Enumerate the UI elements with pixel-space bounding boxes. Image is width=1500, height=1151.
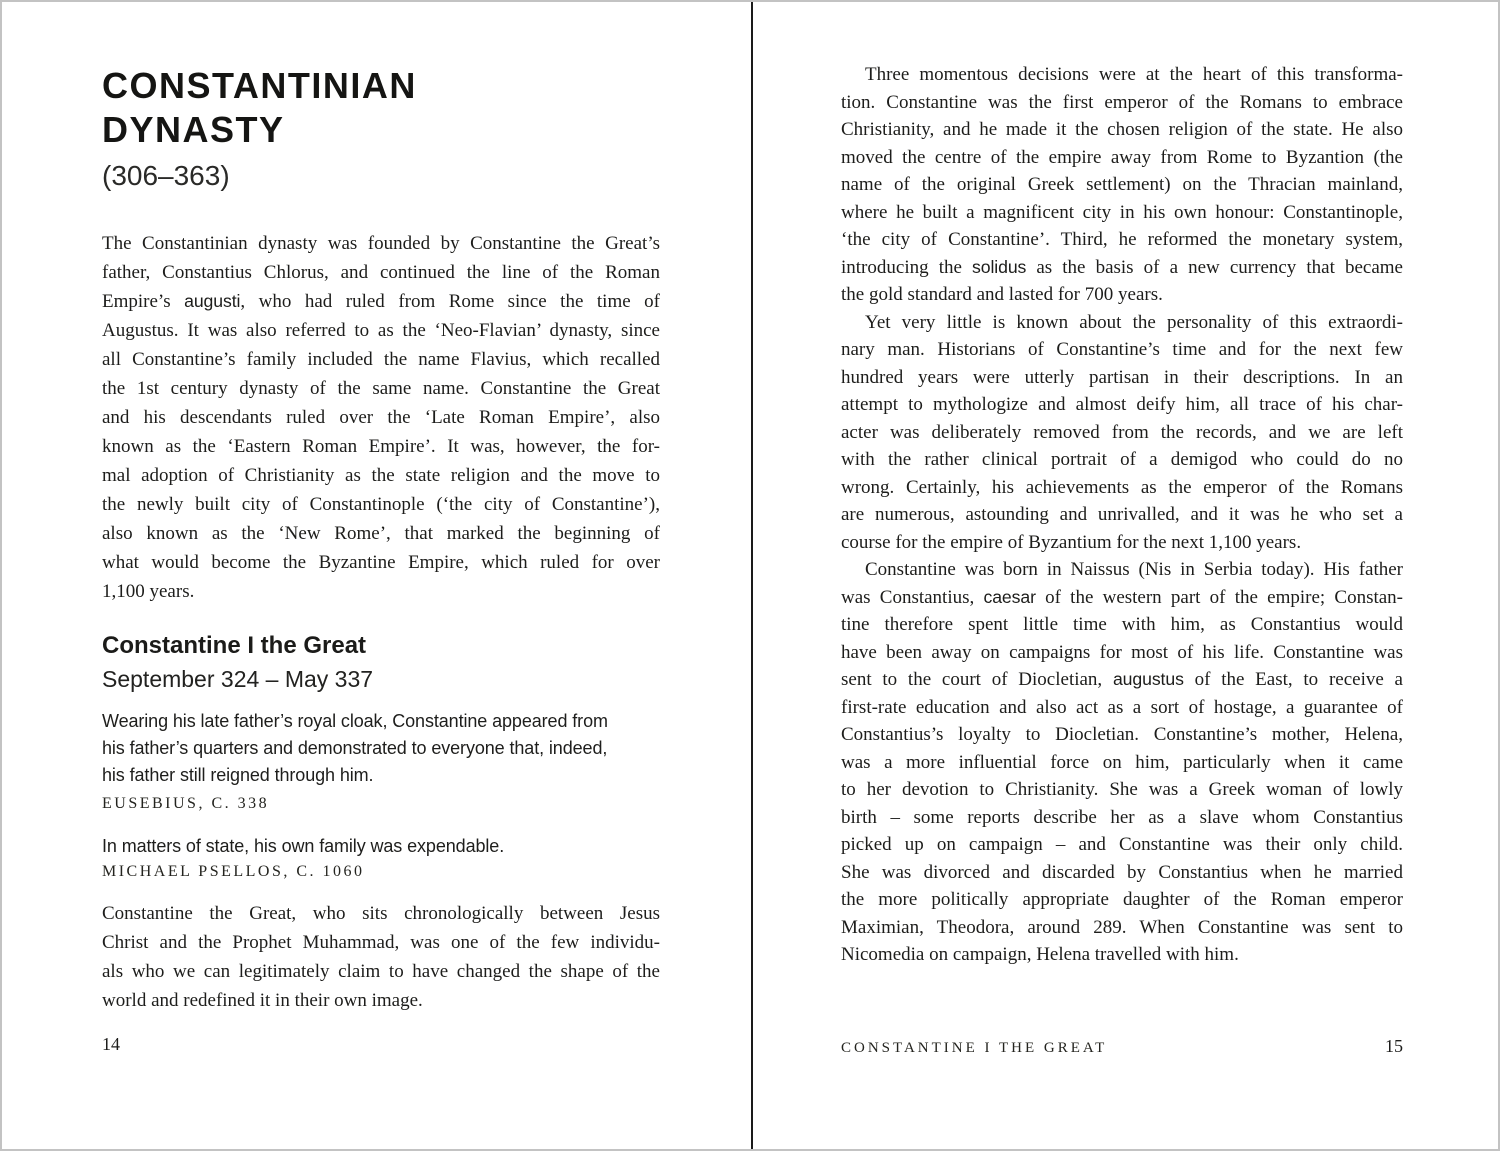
right-page-footer [841, 1036, 1403, 1057]
quote-attribution-psellos: MICHAEL PSELLOS, C. 1060 [102, 863, 365, 880]
intro-paragraph: The Constantinian dynasty was founded by Constantine the Great’s father, Constantius Chlorus, and continued the line of the Roman Empire’s augusti, who had ruled from Rome since the time of Augustus. It was also referred to as the ‘Neo-Flavian’ dynasty, since all Constantine’s family included the name Flavius, which recalled the 1st century dynasty of the same name. Constantine the Great and his descendants ruled over the ‘Late Roman Empire’, also known as the ‘Eastern Roman Empire’. It was, however, the for- mal adoption of Christianity as the state religion and the move to the newly built city of Constantinople (‘the city of Constantine’), also known as the ‘New Rome’, that marked the beginning of what would become the Byzantine Empire, which ruled for over 1,100 years. [102, 233, 660, 602]
chapter-years: (306–363) [102, 160, 230, 191]
quote-psellos: In matters of state, his own family was expendable. [102, 836, 505, 856]
body-paragraph: Three momentous decisions were at the heart of this transforma- tion. Constantine was the first emperor of the Romans to embrace Christianity, and he made it the chosen religion of the state. He also moved the centre of the empire away from Rome to Byzantion (the name of the original Greek settlement) on the Thracian mainland, where he built a magnificent city in his own honour: Constantinople, ‘the city of Constantine’. Third, he reformed the monetary system, introducing the solidus as the basis of a new currency that became the gold standard and lasted for 700 years. [841, 64, 1403, 305]
section-heading: Constantine I the Great [102, 632, 367, 659]
body-paragraph: Constantine was born in Naissus (Nis in Serbia today). His father was Constantius, caesar of the western part of the empire; Constan- tine therefore spent little time with him, as Constantius would have been away on campaigns for most of his life. Constantine was sent to the court of Diocletian, augustus of the East, to receive a first-rate education and also act as a sort of hostage, a guarantee of Constantius’s loyalty to Diocletian. Constantine’s mother, Helena, was a more influential force on him, particularly when it came to her devotion to Christianity. She was a Greek woman of lowly birth – some reports describe her as a slave whom Constantius picked up on campaign – and Constantine was their only child. She was divorced and discarded by Constantius when he married the more politically appropriate daughter of the Roman emperor Maximian, Theodora, around 289. When Constantine was sent to Nicomedia on campaign, Helena travelled with him. [841, 559, 1404, 965]
latin-term: solidus [972, 256, 1027, 277]
body-paragraph: Yet very little is known about the personality of this extraordi- nary man. Historians of Constantine’s time and for the next few hundred years were utterly partisan in their descriptions. In an attempt to mythologize and almost deify him, all trace of his char- acter was deliberately removed from the records, and we are left with the rather clinical portrait of a demigod who could do no wrong. Certainly, his achievements as the emperor of the Romans are numerous, astounding and unrivalled, and it was he who set a course for the empire of Byzantium for the next 1,100 years. [841, 311, 1403, 553]
page-number-left: 14 [102, 1034, 120, 1054]
latin-term: caesar [983, 586, 1036, 607]
quote-eusebius: Wearing his late father’s royal cloak, Constantine appeared from his father’s quarters and demonstrated to everyone that, indeed, his father still reigned through him. [102, 711, 608, 785]
page-number-right: 15 [1385, 1036, 1403, 1056]
right-page-text [841, 61, 1403, 969]
reign-dates: September 324 – May 337 [102, 666, 374, 692]
running-header: CONSTANTINE I THE GREAT [841, 1040, 1108, 1056]
latin-term: augusti [184, 291, 241, 311]
chapter-title: CONSTANTINIAN DYNASTY [102, 65, 417, 150]
latin-term: augustus [1112, 669, 1184, 689]
quote-attribution-eusebius: EUSEBIUS, C. 338 [102, 795, 270, 812]
body-paragraph: Constantine the Great, who sits chronologically between Jesus Christ and the Prophet Muhammad, was one of the few individu- als who we can legitimately claim to have changed the shape of the world and redefined it in their own image. [102, 903, 660, 1011]
page-gutter-divider [751, 2, 753, 1149]
